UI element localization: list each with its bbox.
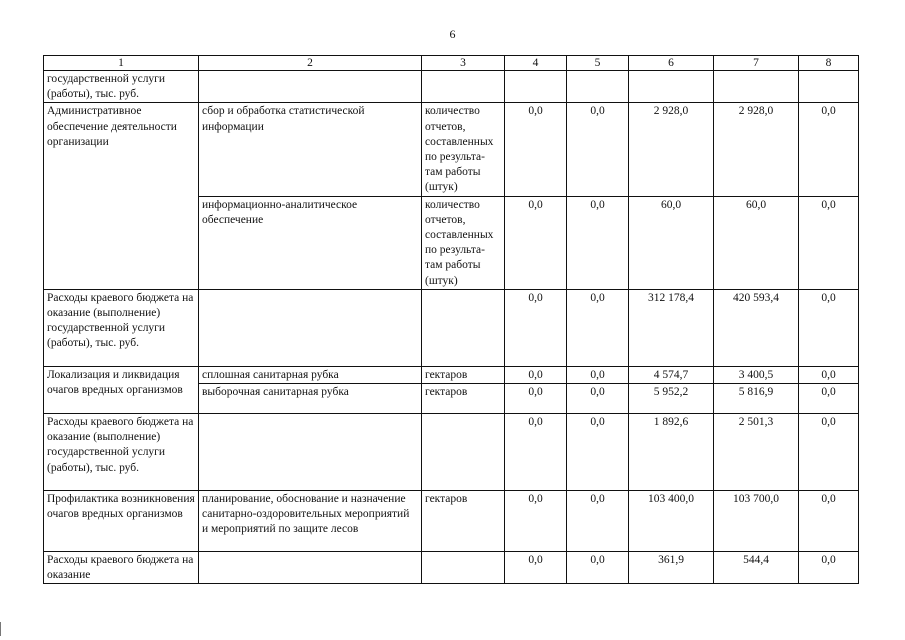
work-cell: выборочная санитарная рубка	[199, 384, 422, 414]
activity-cell: Расходы краевого бюджета на оказание (выполнение) государственной услуги (работы), тыс. руб.	[44, 289, 199, 366]
value-cell: 420 593,4	[714, 289, 799, 366]
table-row	[44, 552, 859, 584]
activity-cell: Профилактика возникновения очагов вредных организмов	[44, 491, 199, 552]
value-cell: 0,0	[505, 289, 567, 366]
work-cell	[199, 71, 422, 103]
value-cell: 0,0	[799, 103, 859, 196]
value-cell: 312 178,4	[629, 289, 714, 366]
budget-table	[43, 55, 859, 584]
value-cell	[799, 71, 859, 103]
value-cell: 0,0	[799, 414, 859, 491]
value-cell: 361,9	[629, 552, 714, 584]
value-cell: 0,0	[567, 384, 629, 414]
work-cell: информационно-аналитическое обеспечение	[199, 196, 422, 289]
column-header: 8	[799, 56, 859, 71]
value-cell: 0,0	[505, 103, 567, 196]
value-cell: 0,0	[505, 366, 567, 383]
value-cell: 0,0	[567, 552, 629, 584]
value-cell: 0,0	[567, 366, 629, 383]
value-cell: 0,0	[799, 196, 859, 289]
unit-cell: количество отчетов, составленных по результа-там работы (штук)	[422, 196, 505, 289]
value-cell	[567, 71, 629, 103]
value-cell: 0,0	[799, 366, 859, 383]
column-header: 1	[44, 56, 199, 71]
unit-cell: гектаров	[422, 491, 505, 552]
activity-cell: Расходы краевого бюджета на оказание	[44, 552, 199, 584]
value-cell	[505, 71, 567, 103]
value-cell: 0,0	[505, 384, 567, 414]
value-cell: 2 501,3	[714, 414, 799, 491]
value-cell: 3 400,5	[714, 366, 799, 383]
scan-margin-mark	[0, 622, 4, 636]
value-cell: 0,0	[567, 103, 629, 196]
table-row	[44, 414, 859, 491]
activity-cell: Административное обеспечение деятельности организации	[44, 103, 199, 289]
value-cell: 0,0	[567, 196, 629, 289]
page-number: 6	[449, 27, 456, 41]
unit-cell	[422, 71, 505, 103]
table-row	[44, 289, 859, 366]
work-cell: планирование, обоснование и назначение санитарно-оздоровительных мероприятий и мероприятий по защите лесов	[199, 491, 422, 552]
value-cell	[629, 71, 714, 103]
value-cell: 1 892,6	[629, 414, 714, 491]
value-cell: 0,0	[505, 196, 567, 289]
value-cell: 60,0	[629, 196, 714, 289]
unit-cell: гектаров	[422, 366, 505, 383]
column-header: 7	[714, 56, 799, 71]
unit-cell	[422, 289, 505, 366]
value-cell: 60,0	[714, 196, 799, 289]
value-cell: 0,0	[505, 491, 567, 552]
value-cell: 0,0	[505, 414, 567, 491]
value-cell: 0,0	[505, 552, 567, 584]
value-cell: 0,0	[799, 384, 859, 414]
unit-cell	[422, 414, 505, 491]
unit-cell	[422, 552, 505, 584]
column-header: 4	[505, 56, 567, 71]
value-cell	[714, 71, 799, 103]
value-cell: 0,0	[799, 491, 859, 552]
work-cell	[199, 289, 422, 366]
unit-cell: гектаров	[422, 384, 505, 414]
column-header: 3	[422, 56, 505, 71]
value-cell: 0,0	[799, 552, 859, 584]
table-row	[44, 103, 859, 196]
value-cell: 103 700,0	[714, 491, 799, 552]
value-cell: 103 400,0	[629, 491, 714, 552]
table-row	[44, 71, 859, 103]
value-cell: 5 816,9	[714, 384, 799, 414]
value-cell: 2 928,0	[629, 103, 714, 196]
unit-cell: количество отчетов, составленных по результа-там работы (штук)	[422, 103, 505, 196]
work-cell: сбор и обработка статистической информации	[199, 103, 422, 196]
activity-cell: Расходы краевого бюджета на оказание (выполнение) государственной услуги (работы), тыс. руб.	[44, 414, 199, 491]
table-row	[44, 366, 859, 383]
table-row	[44, 491, 859, 552]
activity-cell: Локализация и ликвидация очагов вредных организмов	[44, 366, 199, 413]
work-cell: сплошная санитарная рубка	[199, 366, 422, 383]
value-cell: 0,0	[567, 289, 629, 366]
value-cell: 544,4	[714, 552, 799, 584]
work-cell	[199, 552, 422, 584]
column-header: 2	[199, 56, 422, 71]
value-cell: 2 928,0	[714, 103, 799, 196]
value-cell: 0,0	[799, 289, 859, 366]
value-cell: 0,0	[567, 491, 629, 552]
value-cell: 5 952,2	[629, 384, 714, 414]
column-header: 5	[567, 56, 629, 71]
column-header: 6	[629, 56, 714, 71]
header-row	[44, 56, 859, 71]
value-cell: 0,0	[567, 414, 629, 491]
work-cell	[199, 414, 422, 491]
activity-cell: государственной услуги (работы), тыс. руб.	[44, 71, 199, 103]
value-cell: 4 574,7	[629, 366, 714, 383]
